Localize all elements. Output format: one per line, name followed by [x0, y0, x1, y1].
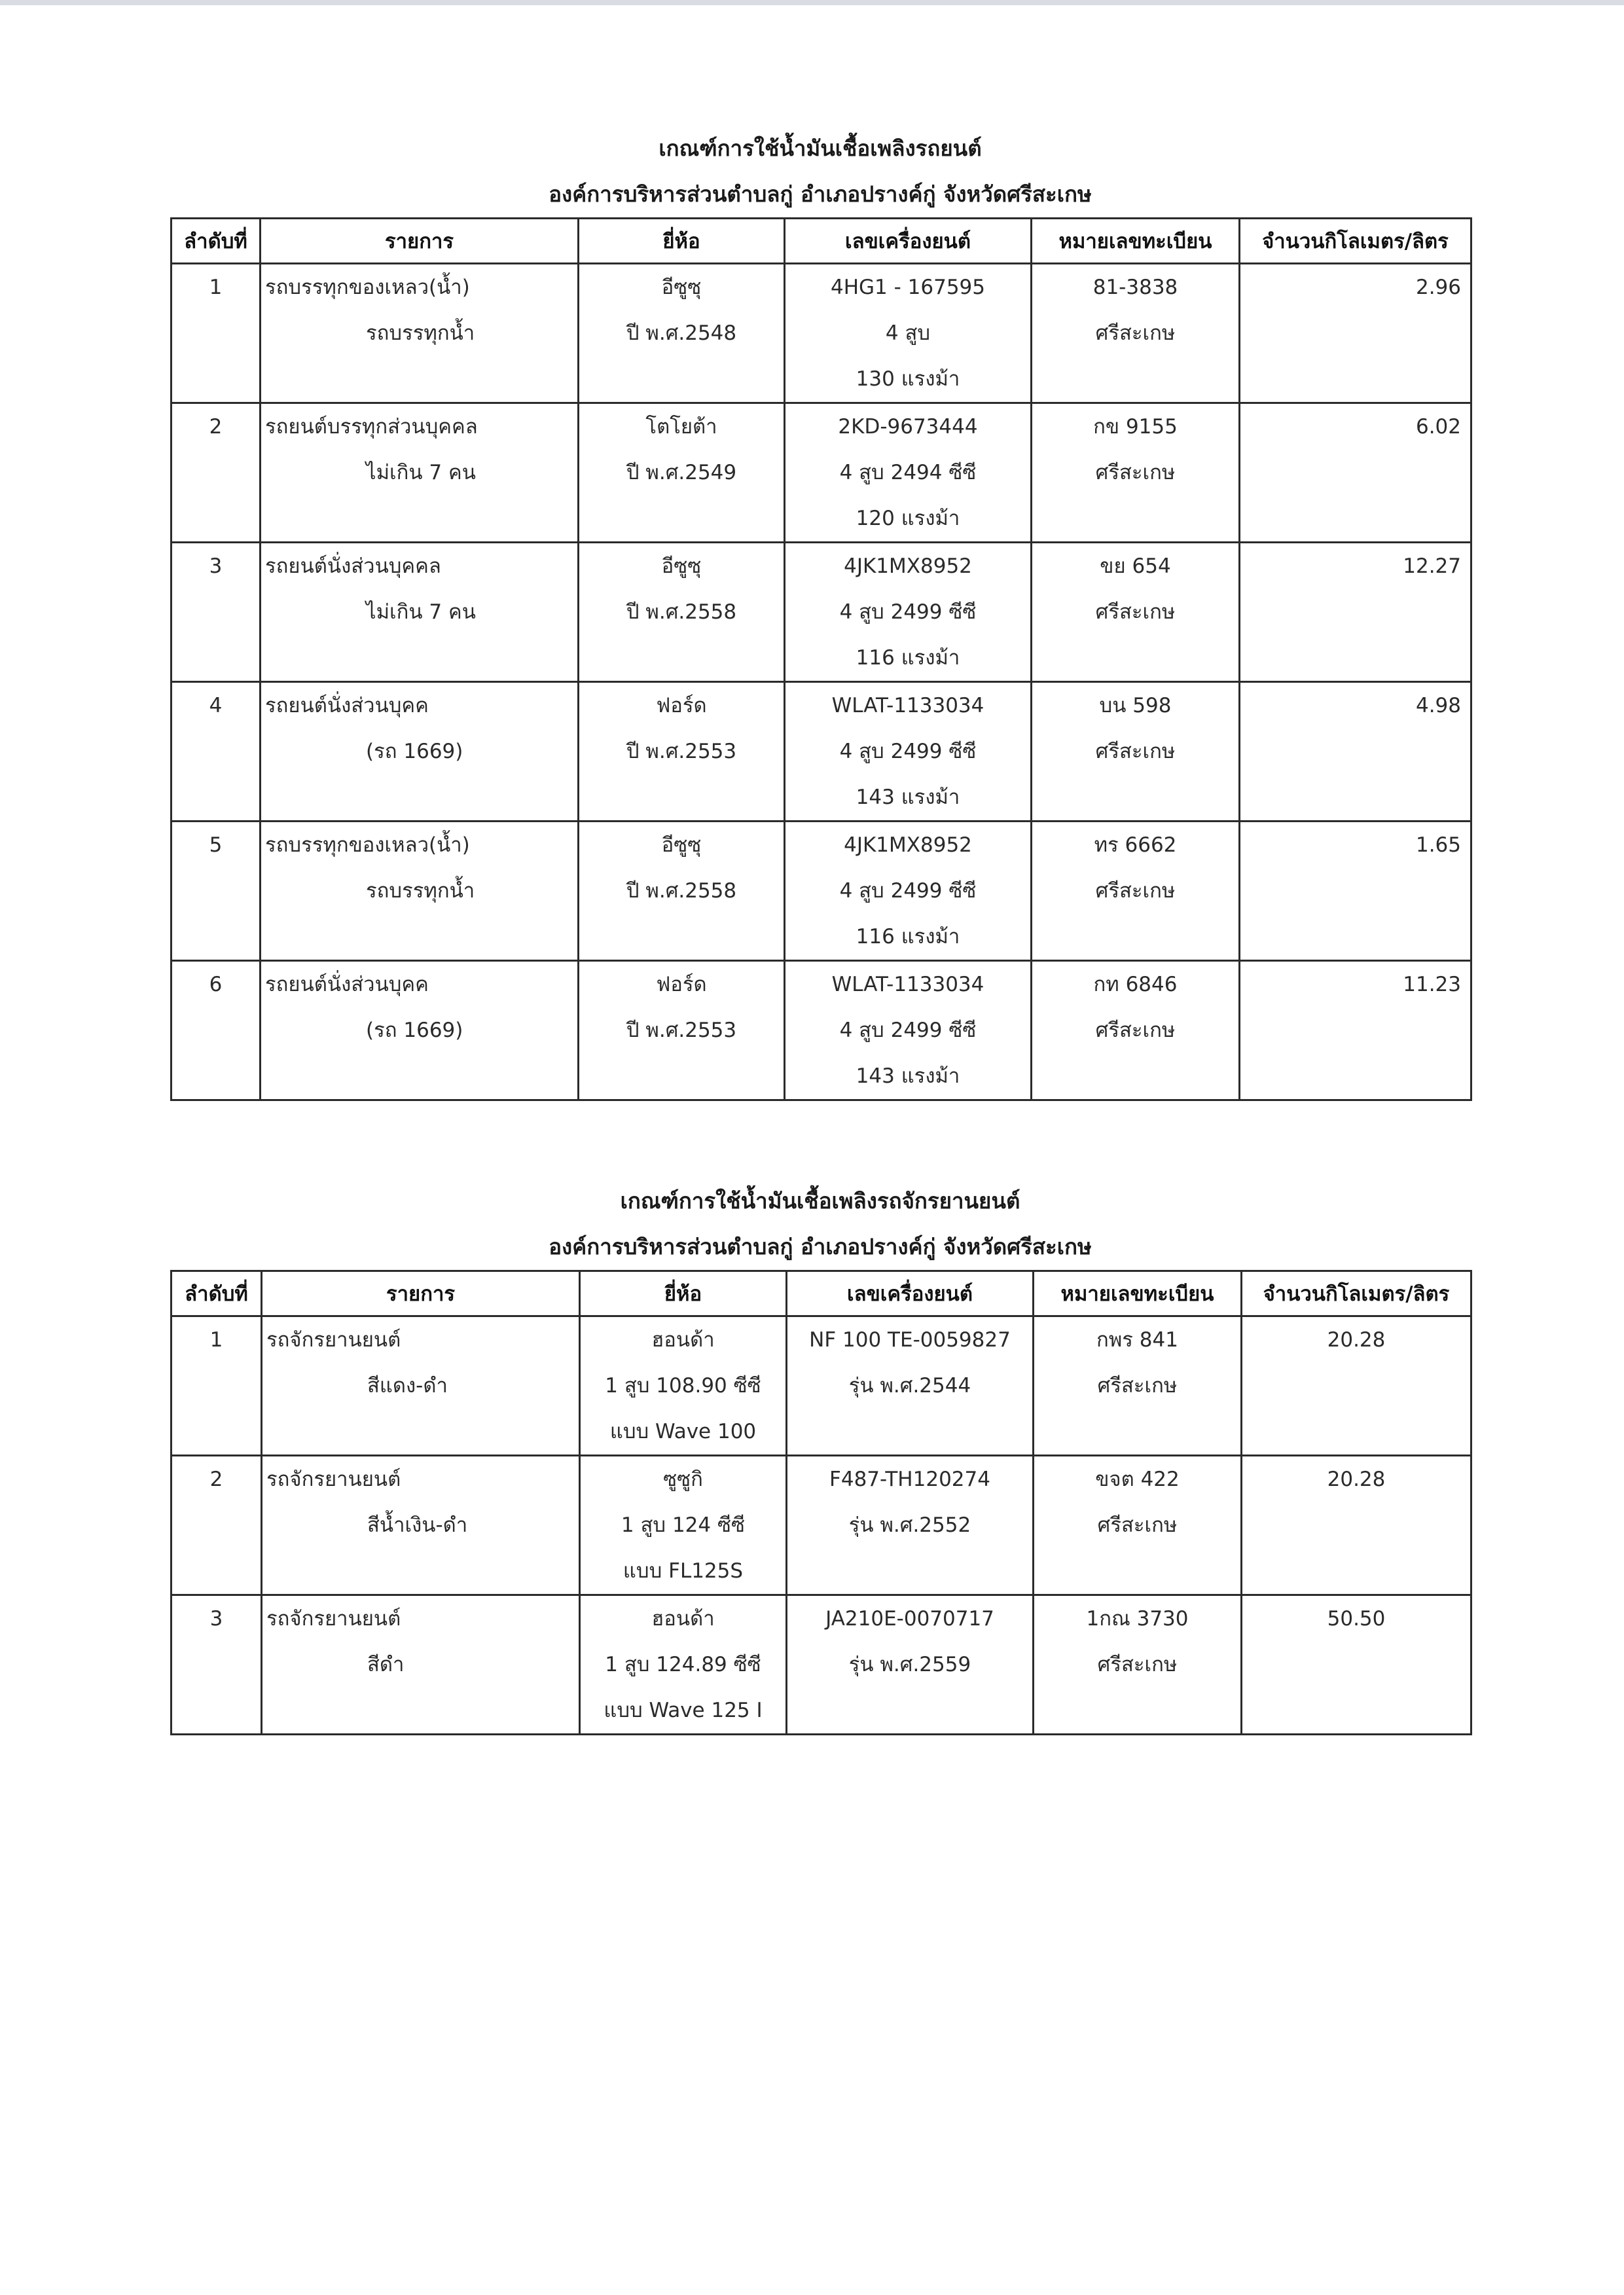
row-registration: 81-3838 [1092, 276, 1178, 299]
row-item-sub: รถบรรทุกน้ำ [366, 879, 475, 903]
row-item-color: สีดำ [367, 1653, 405, 1676]
row-no: 1 [209, 1328, 223, 1352]
row-province: ศรีสะเกษ [1097, 1653, 1178, 1676]
row-province: ศรีสะเกษ [1095, 321, 1176, 345]
row-province: ศรีสะเกษ [1095, 879, 1176, 903]
row-no: 2 [209, 1468, 223, 1491]
table-header-row [171, 219, 1471, 264]
row-year: ปี พ.ศ.2553 [626, 1019, 737, 1042]
row-model-year: รุ่น พ.ศ.2544 [848, 1374, 971, 1398]
row-item: รถจักรยานยนต์ [266, 1607, 401, 1631]
row-year: ปี พ.ศ.2558 [626, 879, 737, 903]
row-brand: อีซูซุ [661, 554, 702, 578]
row-item: รถจักรยานยนต์ [266, 1328, 401, 1352]
header-brand: ยี่ห้อ [579, 219, 785, 264]
row-engine: 4JK1MX8952 [844, 833, 972, 857]
row-item: รถยนต์นั่งส่วนบุคคล [265, 554, 441, 578]
row-item: รถยนต์นั่งส่วนบุคค [265, 694, 429, 717]
row-registration: กพร 841 [1096, 1328, 1178, 1352]
table-row [171, 403, 1471, 543]
row-engine-spec: 1 สูบ 124.89 ซีซี [605, 1653, 761, 1676]
car-fuel-section [170, 126, 1470, 1101]
row-brand: ฮอนด้า [651, 1607, 715, 1631]
header-registration: หมายเลขทะเบียน [1032, 219, 1240, 264]
row-engine: WLAT-1133034 [831, 694, 984, 717]
row-engine: 2KD-9673444 [838, 415, 978, 439]
row-year: ปี พ.ศ.2548 [626, 321, 737, 345]
row-km-per-liter: 1.65 [1415, 833, 1461, 857]
row-registration: บน 598 [1099, 694, 1172, 717]
row-year: ปี พ.ศ.2558 [626, 600, 737, 624]
row-model: แบบ Wave 125 I [604, 1699, 763, 1722]
row-brand: อีซูซุ [661, 833, 702, 857]
row-model: แบบ FL125S [623, 1559, 744, 1583]
row-horsepower: 116 แรงม้า [856, 646, 960, 670]
row-province: ศรีสะเกษ [1095, 740, 1176, 763]
row-model-year: รุ่น พ.ศ.2552 [848, 1513, 971, 1537]
header-engine: เลขเครื่องยนต์ [785, 219, 1032, 264]
row-engine-spec: 1 สูบ 108.90 ซีซี [605, 1374, 761, 1398]
row-no: 4 [209, 694, 223, 717]
header-km-per-liter: จำนวนกิโลเมตร/ลิตร [1240, 219, 1471, 264]
header-km-per-liter: จำนวนกิโลเมตร/ลิตร [1242, 1271, 1471, 1316]
row-registration: ขย 654 [1100, 554, 1171, 578]
row-horsepower: 143 แรงม้า [856, 786, 960, 809]
row-no: 3 [209, 1607, 223, 1631]
table-row [171, 1316, 1471, 1456]
row-horsepower: 143 แรงม้า [856, 1064, 960, 1088]
row-engine: WLAT-1133034 [831, 973, 984, 996]
row-province: ศรีสะเกษ [1097, 1374, 1178, 1398]
row-no: 6 [209, 973, 223, 996]
motorcycle-fuel-section [170, 1178, 1470, 1735]
row-registration: กท 6846 [1093, 973, 1178, 996]
table-header-row [171, 1271, 1471, 1316]
row-registration: ทร 6662 [1094, 833, 1177, 857]
row-item-color: สีแดง-ดำ [367, 1374, 448, 1398]
table-row [171, 264, 1471, 403]
header-no: ลำดับที่ [171, 1271, 262, 1316]
row-km-per-liter: 4.98 [1415, 694, 1461, 717]
table-row [171, 1456, 1471, 1595]
table-row [171, 1595, 1471, 1735]
row-brand: ฮอนด้า [651, 1328, 715, 1352]
table-row [171, 543, 1471, 682]
car-section-title: เกณฑ์การใช้น้ำมันเชื้อเพลิงรถยนต์ [659, 136, 982, 161]
row-year: ปี พ.ศ.2549 [626, 461, 737, 484]
row-engine: NF 100 TE-0059827 [809, 1328, 1011, 1352]
row-item-color: สีน้ำเงิน-ดำ [367, 1513, 468, 1537]
row-model-year: รุ่น พ.ศ.2559 [848, 1653, 971, 1676]
row-km-per-liter: 20.28 [1327, 1328, 1386, 1352]
row-item-sub: ไม่เกิน 7 คน [366, 461, 476, 484]
row-item-sub: (รถ 1669) [366, 740, 463, 763]
motorcycle-fuel-table [170, 1270, 1472, 1735]
row-engine: 4JK1MX8952 [844, 554, 972, 578]
row-engine-spec: 4 สูบ 2499 ซีซี [839, 879, 977, 903]
row-province: ศรีสะเกษ [1095, 461, 1176, 484]
row-brand: ฟอร์ด [656, 973, 707, 996]
row-brand: อีซูซุ [661, 276, 702, 299]
header-item: รายการ [261, 219, 579, 264]
header-item: รายการ [262, 1271, 580, 1316]
row-registration: กข 9155 [1093, 415, 1178, 439]
row-km-per-liter: 50.50 [1327, 1607, 1386, 1631]
scan-edge [0, 0, 1624, 5]
row-engine-spec: 4 สูบ [885, 321, 931, 345]
row-item-sub: รถบรรทุกน้ำ [366, 321, 475, 345]
row-km-per-liter: 11.23 [1403, 973, 1461, 996]
row-item-sub: (รถ 1669) [366, 1019, 463, 1042]
table-row [171, 822, 1471, 961]
row-no: 2 [209, 415, 223, 439]
row-registration: ขจต 422 [1095, 1468, 1180, 1491]
motorcycle-section-subtitle: องค์การบริหารส่วนตำบลกู่ อำเภอปรางค์กู่ จังหวัดศรีสะเกษ [549, 1234, 1092, 1259]
row-horsepower: 130 แรงม้า [856, 367, 960, 391]
car-fuel-table [170, 217, 1472, 1101]
row-km-per-liter: 2.96 [1415, 276, 1461, 299]
table-row [171, 682, 1471, 822]
row-engine: F487-TH120274 [829, 1468, 990, 1491]
row-item: รถยนต์นั่งส่วนบุคค [265, 973, 429, 996]
header-brand: ยี่ห้อ [580, 1271, 787, 1316]
row-no: 3 [209, 554, 223, 578]
row-engine: 4HG1 - 167595 [830, 276, 985, 299]
row-province: ศรีสะเกษ [1095, 1019, 1176, 1042]
header-no: ลำดับที่ [171, 219, 261, 264]
row-item: รถบรรทุกของเหลว(น้ำ) [265, 833, 470, 857]
row-year: ปี พ.ศ.2553 [626, 740, 737, 763]
table-row [171, 961, 1471, 1100]
row-engine-spec: 4 สูบ 2494 ซีซี [839, 461, 977, 484]
row-engine-spec: 1 สูบ 124 ซีซี [621, 1513, 746, 1537]
header-engine: เลขเครื่องยนต์ [787, 1271, 1034, 1316]
row-brand: ซูซูกิ [663, 1468, 703, 1491]
row-model: แบบ Wave 100 [609, 1420, 757, 1443]
row-engine-spec: 4 สูบ 2499 ซีซี [839, 600, 977, 624]
row-province: ศรีสะเกษ [1095, 600, 1176, 624]
row-engine-spec: 4 สูบ 2499 ซีซี [839, 740, 977, 763]
row-province: ศรีสะเกษ [1097, 1513, 1178, 1537]
row-item: รถบรรทุกของเหลว(น้ำ) [265, 276, 470, 299]
header-registration: หมายเลขทะเบียน [1034, 1271, 1242, 1316]
row-km-per-liter: 12.27 [1403, 554, 1461, 578]
row-item-sub: ไม่เกิน 7 คน [366, 600, 476, 624]
motorcycle-section-title: เกณฑ์การใช้น้ำมันเชื้อเพลิงรถจักรยานยนต์ [620, 1188, 1020, 1214]
row-item: รถยนต์บรรทุกส่วนบุคคล [265, 415, 478, 439]
row-horsepower: 120 แรงม้า [856, 507, 960, 530]
row-brand: โตโยต้า [645, 415, 717, 439]
row-brand: ฟอร์ด [656, 694, 707, 717]
row-horsepower: 116 แรงม้า [856, 925, 960, 949]
row-no: 5 [209, 833, 223, 857]
car-section-subtitle: องค์การบริหารส่วนตำบลกู่ อำเภอปรางค์กู่ จังหวัดศรีสะเกษ [549, 181, 1092, 207]
row-km-per-liter: 6.02 [1415, 415, 1461, 439]
row-item: รถจักรยานยนต์ [266, 1468, 401, 1491]
row-km-per-liter: 20.28 [1327, 1468, 1386, 1491]
row-engine-spec: 4 สูบ 2499 ซีซี [839, 1019, 977, 1042]
row-engine: JA210E-0070717 [825, 1607, 994, 1631]
row-no: 1 [209, 276, 223, 299]
row-registration: 1กณ 3730 [1086, 1607, 1189, 1631]
